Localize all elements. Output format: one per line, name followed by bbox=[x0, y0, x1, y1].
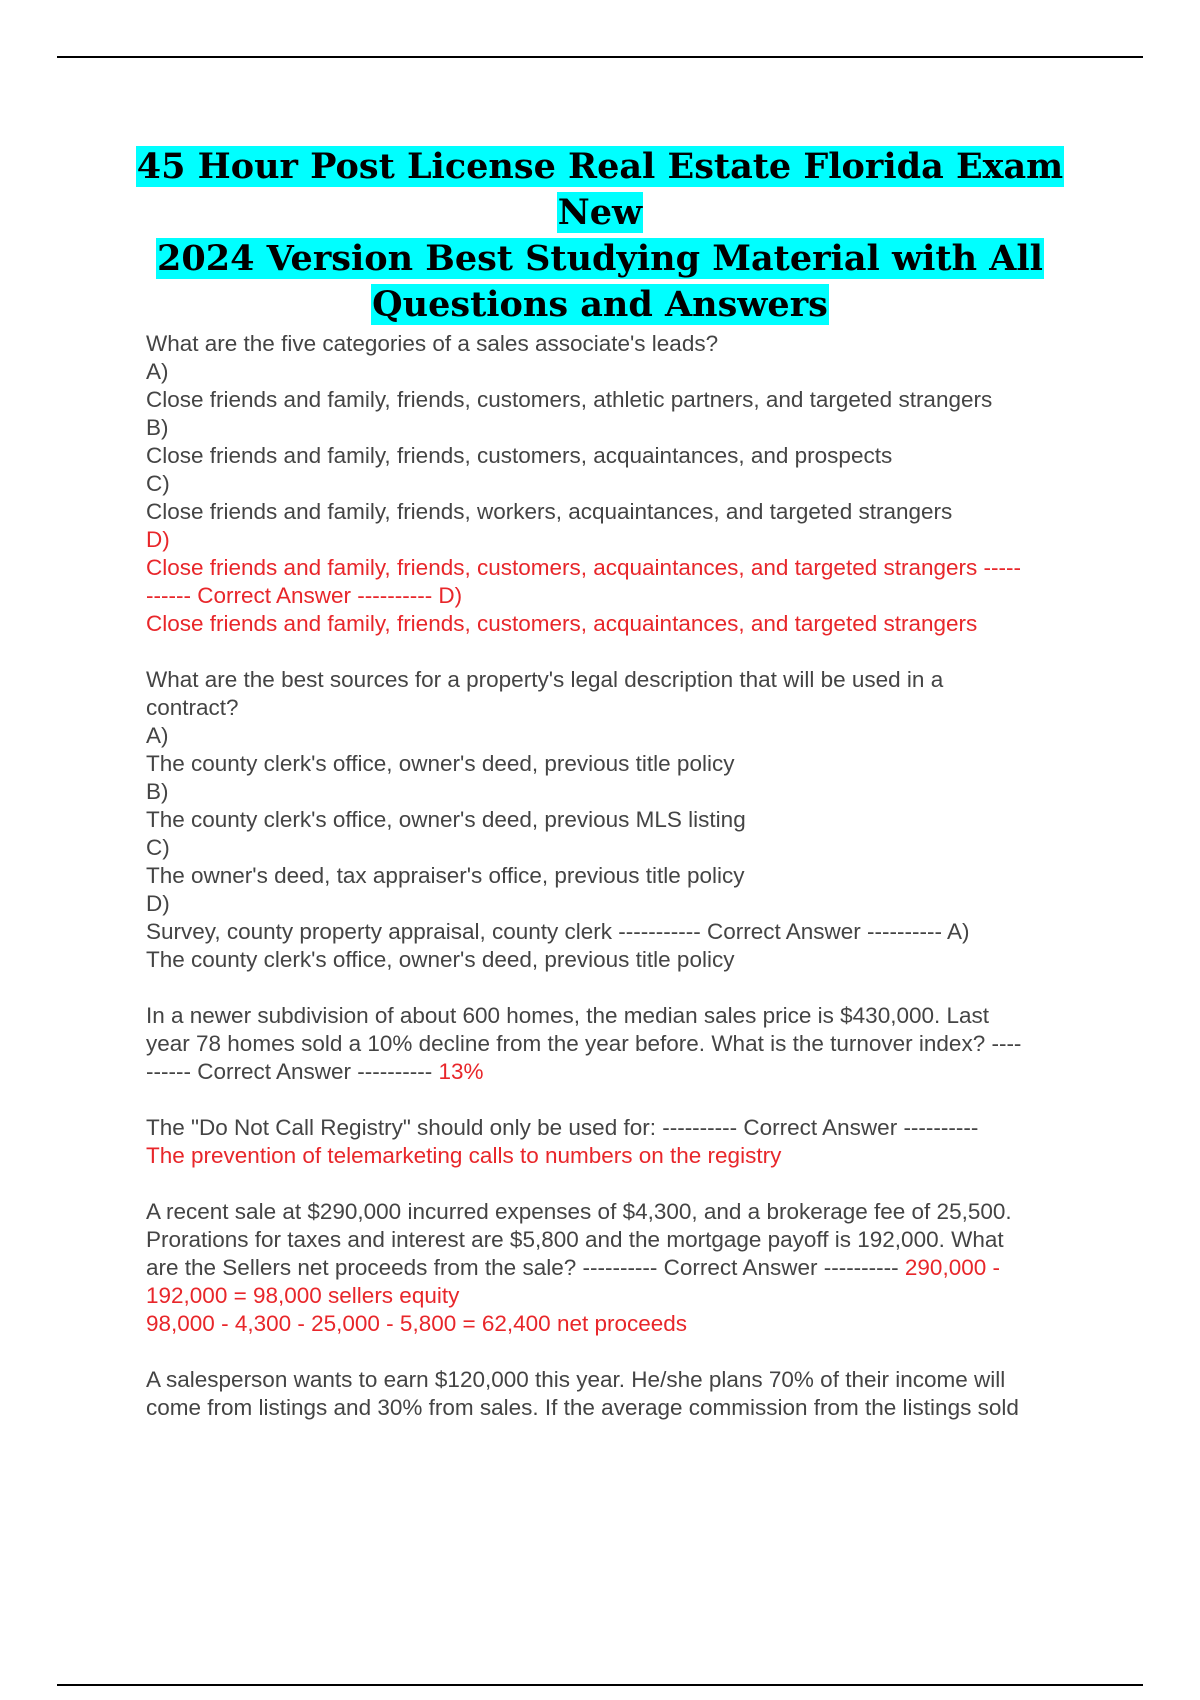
qa-item-1 bbox=[146, 330, 1096, 638]
qa-item-4 bbox=[146, 1114, 1096, 1170]
option-text: Survey, county property appraisal, county clerk ----------- Correct Answer ---------- A) bbox=[146, 919, 970, 944]
option-label: D) bbox=[146, 891, 170, 916]
option-text: Close friends and family, friends, customers, athletic partners, and targeted strangers bbox=[146, 387, 993, 412]
answer-text: The county clerk's office, owner's deed, previous title policy bbox=[146, 947, 735, 972]
answer-line bbox=[146, 1058, 1096, 1086]
title-line-2: 2024 Version Best Studying Material with All bbox=[157, 238, 1043, 279]
option-text: The county clerk's office, owner's deed, previous title policy bbox=[146, 751, 735, 776]
answer-marker: ------ Correct Answer ---------- bbox=[146, 1059, 439, 1084]
question-text: contract? bbox=[146, 695, 239, 720]
question-text: Prorations for taxes and interest are $5,800 and the mortgage payoff is 192,000. What bbox=[146, 1227, 1004, 1252]
answer-text: 192,000 = 98,000 sellers equity bbox=[146, 1283, 460, 1308]
title-line-3: Questions and Answers bbox=[372, 284, 828, 325]
option-label: C) bbox=[146, 471, 170, 496]
question-text: What are the best sources for a property's legal description that will be used in a bbox=[146, 667, 944, 692]
answer-text: Close friends and family, friends, customers, acquaintances, and targeted strangers bbox=[146, 611, 978, 636]
question-text: What are the five categories of a sales associate's leads? bbox=[146, 331, 719, 356]
option-label: C) bbox=[146, 835, 170, 860]
option-label: B) bbox=[146, 415, 169, 440]
option-text: Close friends and family, friends, customers, acquaintances, and targeted strangers ----- bbox=[146, 555, 1021, 580]
question-text: are the Sellers net proceeds from the sale? ---------- Correct Answer ---------- bbox=[146, 1255, 905, 1280]
answer-text: The prevention of telemarketing calls to numbers on the registry bbox=[146, 1143, 782, 1168]
option-text: The owner's deed, tax appraiser's office, previous title policy bbox=[146, 863, 745, 888]
question-text: In a newer subdivision of about 600 homes, the median sales price is $430,000. Last bbox=[146, 1003, 990, 1028]
title-line-1: 45 Hour Post License Real Estate Florida Exam New bbox=[136, 146, 1064, 233]
option-label: A) bbox=[146, 359, 169, 384]
answer-marker: ------ Correct Answer ---------- D) bbox=[146, 583, 463, 608]
qa-item-3 bbox=[146, 1002, 1096, 1086]
top-rule bbox=[57, 56, 1143, 58]
option-label: A) bbox=[146, 723, 169, 748]
option-text: The county clerk's office, owner's deed, previous MLS listing bbox=[146, 807, 746, 832]
question-text: year 78 homes sold a 10% decline from the year before. What is the turnover index? ---- bbox=[146, 1031, 1022, 1056]
question-text: A recent sale at $290,000 incurred expenses of $4,300, and a brokerage fee of 25,500. bbox=[146, 1199, 1012, 1224]
option-label: D) bbox=[146, 527, 170, 552]
qa-item-6 bbox=[146, 1366, 1096, 1422]
question-text: A salesperson wants to earn $120,000 this year. He/she plans 70% of their income will bbox=[146, 1367, 1006, 1392]
qa-item-5 bbox=[146, 1198, 1096, 1338]
answer-text: 98,000 - 4,300 - 25,000 - 5,800 = 62,400 net proceeds bbox=[146, 1311, 688, 1336]
option-text: Close friends and family, friends, workers, acquaintances, and targeted strangers bbox=[146, 499, 953, 524]
question-text: come from listings and 30% from sales. If the average commission from the listings sold bbox=[146, 1395, 1019, 1420]
option-text: Close friends and family, friends, customers, acquaintances, and prospects bbox=[146, 443, 893, 468]
question-text: The "Do Not Call Registry" should only be used for: ---------- Correct Answer ---------- bbox=[146, 1115, 979, 1140]
document-title bbox=[120, 144, 1080, 328]
question-answer-line bbox=[146, 1254, 1096, 1282]
qa-item-2 bbox=[146, 666, 1096, 974]
answer-text: 290,000 - bbox=[904, 1255, 1000, 1280]
bottom-rule bbox=[57, 1684, 1143, 1686]
answer-text: 13% bbox=[438, 1059, 484, 1084]
qa-content bbox=[146, 330, 1096, 1450]
option-label: B) bbox=[146, 779, 169, 804]
